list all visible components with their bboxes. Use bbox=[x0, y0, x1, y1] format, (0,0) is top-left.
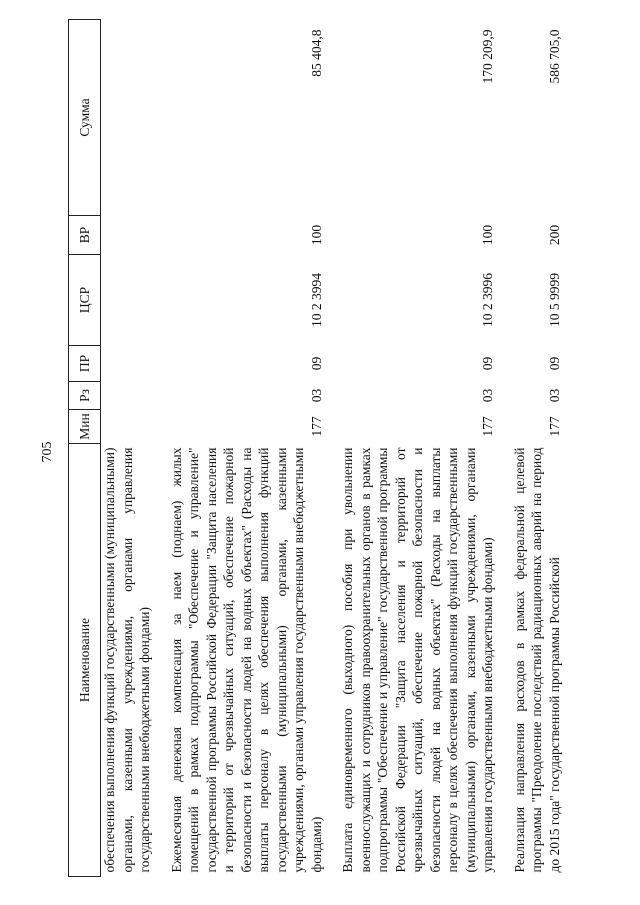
header-rz: Рз bbox=[69, 382, 101, 410]
row-pr: 09 bbox=[480, 356, 495, 371]
row-pr bbox=[101, 346, 154, 382]
row-sum: 85 404,8 bbox=[308, 29, 324, 77]
row-rz bbox=[101, 382, 154, 410]
row-min: 177 bbox=[308, 416, 324, 437]
table-row bbox=[339, 20, 497, 877]
row-name: обеспечения выполнения функций государственными (муниципальными) органами, казенными учреждениями, органами управления государственными внебюджетными фондами) bbox=[102, 447, 152, 873]
row-min: 177 bbox=[480, 416, 495, 437]
row-vr: 100 bbox=[308, 224, 324, 246]
row-min bbox=[101, 410, 154, 444]
row-sum bbox=[101, 20, 154, 216]
row-rz: 03 bbox=[308, 388, 324, 403]
table-row bbox=[168, 20, 326, 877]
row-vr: 100 bbox=[480, 224, 495, 246]
page-number: 705 bbox=[40, 441, 55, 463]
row-name: Реализация направления расходов в рамках федеральной целевой программы "Преодоление последствий радиационных аварий на период до 2015 года" государственной программы Российской bbox=[511, 447, 562, 873]
row-sum: 170 209,9 bbox=[480, 29, 495, 84]
row-csr bbox=[101, 255, 154, 346]
header-name: Наименование bbox=[69, 444, 101, 877]
rotated-page bbox=[68, 20, 583, 877]
row-vr: 200 bbox=[546, 224, 562, 246]
row-vr bbox=[101, 216, 154, 255]
row-csr: 10 2 3996 bbox=[480, 273, 495, 327]
header-pr: ПР bbox=[69, 346, 101, 382]
table-header-row bbox=[69, 20, 101, 877]
row-pr: 09 bbox=[308, 356, 324, 371]
row-name: Выплата единовременного (выходного) пособия при увольнении военнослужащих и сотрудников правоохранительных органов в рамках подпрограммы "Обеспечение и управление" государственной программы Российской Федерации "Защита населения и территорий от чрезвычайных ситуаций, обеспечение пожарной безопасности и безопасности людей на водных объектах" (Расходы на выплаты персоналу в целях обеспечения выполнения функций государственными (муниципальными) органами, казенными учреждениями, органами управления государственными внебюджетными фондами) bbox=[340, 447, 495, 873]
header-min: Мин bbox=[69, 410, 101, 444]
row-pr: 09 bbox=[546, 356, 562, 371]
row-sum: 586 705,0 bbox=[546, 29, 562, 84]
row-csr: 10 5 9999 bbox=[546, 273, 562, 327]
row-min: 177 bbox=[546, 416, 562, 437]
row-rz: 03 bbox=[480, 388, 495, 403]
table-row bbox=[101, 20, 154, 877]
row-rz: 03 bbox=[546, 388, 562, 403]
header-vr: ВР bbox=[69, 216, 101, 255]
row-name: Ежемесячная денежная компенсация за наем (поднаем) жилых помещений в рамках подпрограммы "Обеспечение и управление" государственной программы Российской Федерации "Защита населения и территорий от чрезвычайных ситуаций, обеспечение пожарной безопасности и безопасности людей на водных объектах" (Расходы на выплаты персоналу в целях обеспечения выполнения функций государственными (муниципальными) органами, казенными учреждениями, органами управления государственными внебюджетными фондами) bbox=[168, 447, 324, 873]
row-csr: 10 2 3994 bbox=[308, 273, 324, 327]
header-csr: ЦСР bbox=[69, 255, 101, 346]
header-sum: Сумма bbox=[69, 20, 101, 216]
budget-table bbox=[68, 19, 563, 877]
table-row bbox=[511, 20, 564, 877]
